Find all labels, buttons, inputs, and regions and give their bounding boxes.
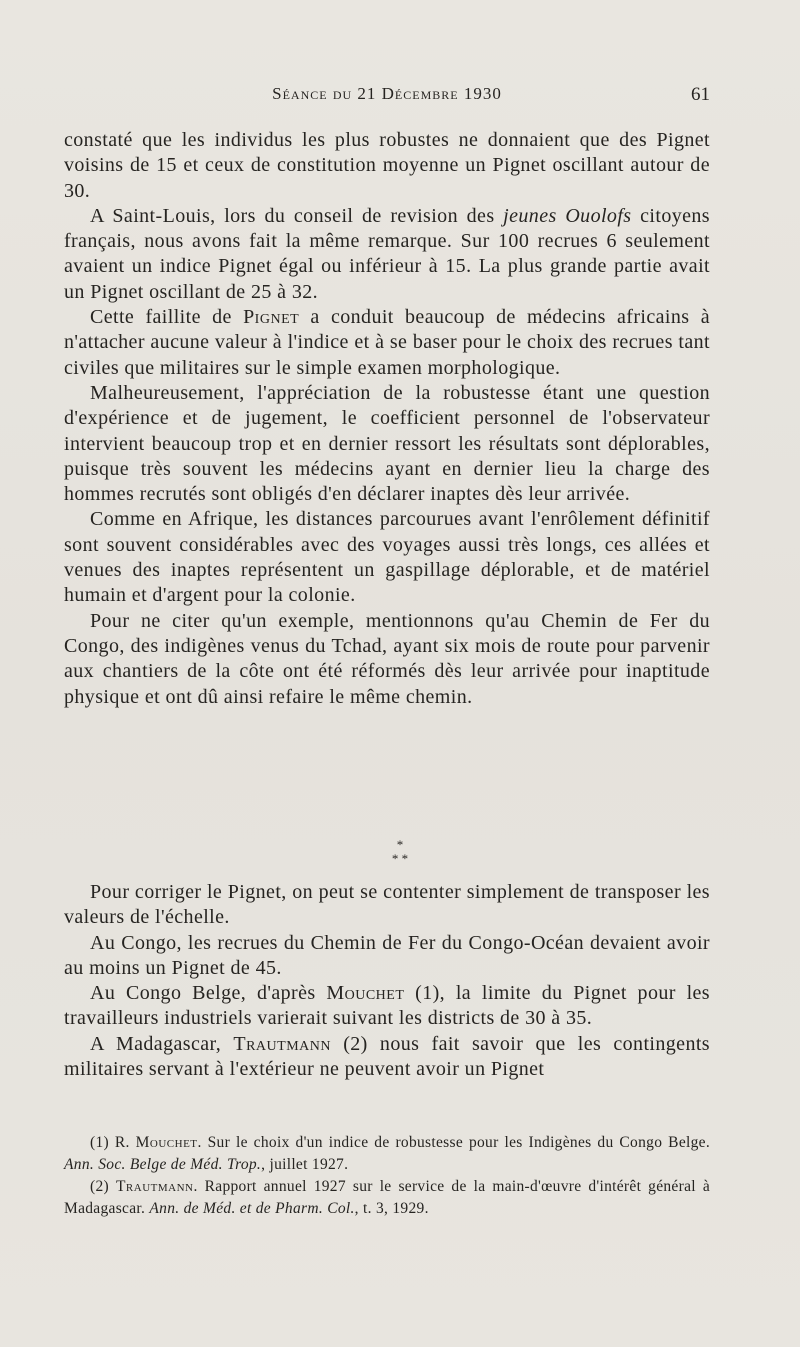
- page-number: 61: [691, 84, 710, 105]
- footnotes: [64, 1132, 710, 1220]
- italic-term: jeunes Ouolofs: [503, 204, 632, 227]
- footnote-1: (1) R. Mouchet. Sur le choix d'un indice de robustesse pour les Indigènes du Congo Belge. Ann. Soc. Belge de Méd. Trop., juillet 1927.: [64, 1134, 711, 1173]
- section2-paragraph-1: Pour corriger le Pignet, on peut se contenter simplement de transposer les valeurs de l'échelle.: [64, 881, 710, 929]
- footnote-2: (2) Trautmann. Rapport annuel 1927 sur le service de la main-d'œuvre d'intérêt général à Madagascar. Ann. de Méd. et de Pharm. Col., t. 3, 1929.: [64, 1178, 711, 1217]
- section2-paragraph-2: Au Congo, les recrues du Chemin de Fer du Congo-Océan devaient avoir au moins un Pignet de 45.: [64, 931, 710, 979]
- section2-paragraph-4: A Madagascar, Trautmann (2) nous fait savoir que les contingents militaires servant à l'extérieur ne peuvent avoir un Pignet: [64, 1032, 710, 1081]
- paragraph-3: Cette faillite de Pignet a conduit beaucoup de médecins africains à n'attacher aucune valeur à l'indice et à se baser pour le choix des recrues tant civiles que militaires sur le simple examen morphologique.: [64, 306, 711, 379]
- running-head: Séance du 21 Décembre 1930: [272, 84, 502, 103]
- section2-paragraph-3: Au Congo Belge, d'après Mouchet (1), la limite du Pignet pour les travailleurs industriels varierait suivant les districts de 30 à 35.: [64, 982, 710, 1030]
- section-separator: [0, 838, 800, 866]
- page-header: [64, 84, 710, 114]
- paragraph-2: A Saint-Louis, lors du conseil de revision des jeunes Ouolofs citoyens français, nous avons fait la même remarque. Sur 100 recrues 6 seulement avaient un indice Pignet égal ou inférieur à 15. La plus grande partie avait un Pignet oscillant de 25 à 32.: [64, 204, 710, 303]
- paragraph-1: constaté que les individus les plus robustes ne donnaient que des Pignet voisins de 15 et ceux de constitution moyenne un Pignet oscillant autour de 30.: [64, 129, 710, 202]
- paragraph-5: Comme en Afrique, les distances parcourues avant l'enrôlement définitif sont souvent considérables avec des voyages aussi très longs, ces allées et venues des inaptes représentent un gaspillage déplorable, et de matériel humain et d'argent pour la colonie.: [64, 508, 710, 607]
- author-name: Pignet: [243, 306, 300, 329]
- author-name: Trautmann: [233, 1032, 331, 1055]
- paragraph-4: Malheureusement, l'appréciation de la robustesse étant une question d'expérience et de jugement, le coefficient personnel de l'observateur intervient beaucoup trop et en dernier ressort les résultats sont déplorables, puisque très souvent les médecins ayant en dernier lieu la charge des hommes recrutés sont obligés d'en déclarer inaptes dès leur arrivée.: [64, 381, 710, 506]
- section-two-text: [64, 880, 710, 1082]
- separator-star-top: *: [396, 837, 404, 852]
- paragraph-6: Pour ne citer qu'un exemple, mentionnons qu'au Chemin de Fer du Congo, des indigènes venus du Tchad, ayant six mois de route pour parvenir aux chantiers de la côte ont été réformés dès leur arrivée pour inaptitude physique et ont dû ainsi refaire le même chemin.: [64, 609, 710, 708]
- separator-stars-bottom: * *: [391, 851, 409, 866]
- main-text: [64, 128, 710, 710]
- author-name: Mouchet: [326, 982, 405, 1005]
